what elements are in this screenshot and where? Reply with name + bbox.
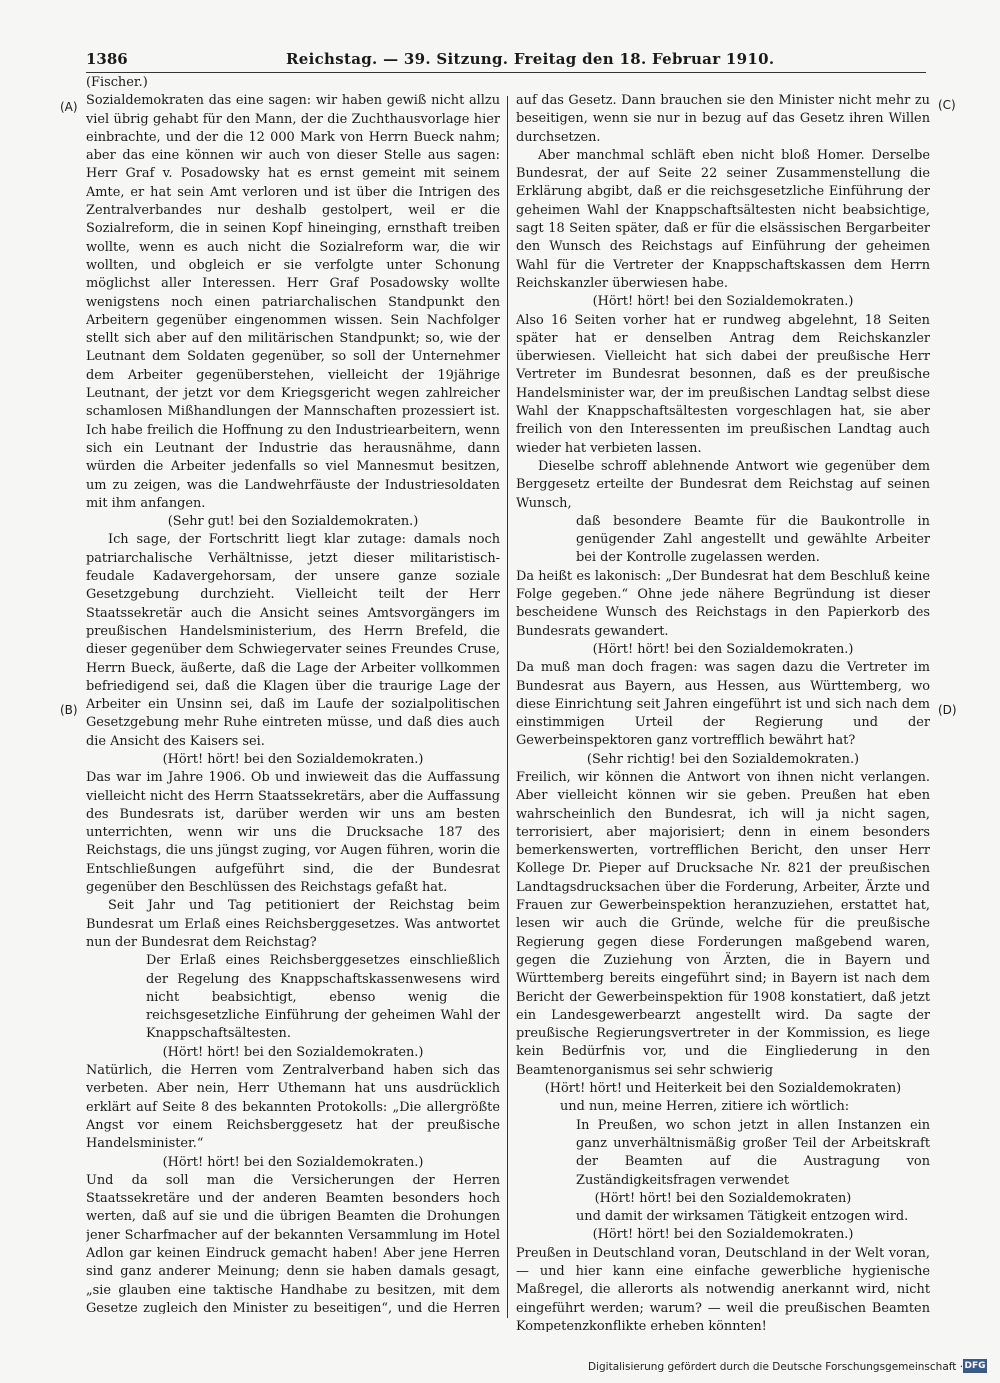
paragraph: Also 16 Seiten vorher hat er rundweg abgelehnt, 18 Seiten später hat er denselben Antrag dem Reichskanzler überwiesen. Vielleicht hat sich dabei der preußische Herr Vertreter im Bundesrat besonnen, daß es der preußische Handelsminister war, der im preußischen Landtag selbst diese Wahl der Knappschaftsältesten vorgeschlagen hat, sie aber freilich von den Interessenten im preußischen Landtag auch wieder hat verbieten lassen. <box>516 312 930 456</box>
dfg-logo: DFG <box>964 1361 986 1371</box>
interjection: (Sehr gut! bei den Sozialdemokraten.) <box>167 514 419 530</box>
paragraph: Freilich, wir können die Antwort von ihnen nicht verlangen. Aber vielleicht können wir sie geben. Preußen hat eben wahrscheinlich den Bundesrat, ich will ja nicht sagen, terrorisiert, aber majorisiert; denn in einem besonders bemerkenswerten, vortrefflichen Bericht, den unser Herr Kollege Dr. Pieper auf Drucksache Nr. 821 der preußischen Landtagsdrucksachen über die Forderung, Arbeiter, Ärzte und Frauen zur Gewerbeinspektion heranzuziehen, erstattet hat, lesen wir auch die Gründe, welche für die preußische Regierung gegen diese Forderungen maßgebend waren, gegen die Zuziehung von Ärzten, die in Bayern und Württemberg bereits eingeführt sind; in Bayern ist nach dem Bericht der Gewerbeinspektion für 1908 konstatiert, daß jetzt ein Landesgewerbearzt angestellt wird. Da sagte der preußische Regierungsvertreter in der Kommission, es liege kein Bedürfnis vor, und die Eingliederung in den Beamtenorganismus sei sehr schwierig <box>516 769 930 1078</box>
quotation: und damit der wirksamen Tätigkeit entzogen wird. <box>576 1209 909 1225</box>
paragraph: Das war im Jahre 1906. Ob und inwieweit das die Auffassung vielleicht nicht des Herrn Staatssekretärs, aber die Auffassung des Bundesrats ist, darüber werden wir uns am besten unterrichten, wenn wir uns die Drucksache 187 des Reichstags, die uns jüngst zuging, vor Augen führen, worin die Entschließungen aufgeführt sind, die der Bundesrat gegenüber den Beschlüssen des Reichstags gefaßt hat. <box>86 770 500 896</box>
margin-marker-a: (A) <box>60 100 78 114</box>
quotation: und nun, meine Herren, zitiere ich wörtlich: <box>560 1099 850 1115</box>
interjection: (Hört! hört! bei den Sozialdemokraten.) <box>162 751 424 767</box>
margin-marker-c: (C) <box>938 98 956 112</box>
paragraph: Dieselbe schroff ablehnende Antwort wie gegenüber dem Berggesetz erteilte der Bundesrat dem Reichstag auf seinen Wunsch, <box>516 458 930 511</box>
paragraph: Seit Jahr und Tag petitioniert der Reichstag beim Bundesrat um Erlaß eines Reichsberggesetzes. Was antwortet nun der Bundesrat dem Reichstag? <box>86 898 500 950</box>
interjection: (Hört! hört! bei den Sozialdemokraten.) <box>592 641 854 657</box>
column-rule <box>507 96 508 1318</box>
interjection: (Hört! hört! bei den Sozialdemokraten.) <box>592 294 854 310</box>
interjection: (Hört! hört! bei den Sozialdemokraten.) <box>162 1154 424 1170</box>
interjection: (Hört! hört! bei den Sozialdemokraten.) <box>162 1044 424 1060</box>
interjection: (Hört! hört! und Heiterkeit bei den Sozialdemokraten) <box>544 1081 902 1097</box>
interjection: (Hört! hört! bei den Sozialdemokraten) <box>594 1190 852 1206</box>
margin-marker-b: (B) <box>60 703 78 717</box>
paragraph: Natürlich, die Herren vom Zentralverband haben sich das verbeten. Aber nein, Herr Uthemann hat uns ausdrücklich erklärt auf Seite 8 des bekannten Protokolls: „Die allergrößte Angst vor einem Reichsberggesetz hat der preußische Handelsminister.“ <box>86 1063 500 1152</box>
paragraph: auf das Gesetz. Dann brauchen sie den Minister nicht mehr zu beseitigen, wenn sie nur in bezug auf das Gesetz ihren Willen durchsetzen. <box>516 93 930 145</box>
header-rule <box>86 72 926 73</box>
footer-credit: Digitalisierung gefördert durch die Deutsche Forschungsgemeinschaft · <box>588 1361 964 1373</box>
paragraph: Und da soll man die Versicherungen der Herren Staatssekretäre und der anderen Beamten besonders hoch werten, daß auf sie und die übrigen Beamten die Drohungen jener Scharfmacher auf der bekannten Versammlung im Hotel Adlon gar keinen Eindruck gemacht haben! Aber jene Herren sind ganz anderer Meinung; denn sie haben damals gesagt, „sie glauben eine taktische Handhabe zu besitzen, mit dem Gesetze zugleich den Minister zu beseitigen“, und die Herren <box>86 1172 500 1314</box>
page-number: 1386 <box>86 50 128 68</box>
left-column <box>86 74 500 1314</box>
paragraph: Sozialdemokraten das eine sagen: wir haben gewiß nicht allzu viel übrig gehabt für den Mann, der die Zuchthausvorlage hier einbrachte, und der die 12 000 Mark von Herrn Bueck nahm; aber das eine können wir auch von dieser Stelle aus sagen: Herr Graf v. Posadowsky hat es ernst gemeint mit seinem Amte, er hat sein Amt verloren und ist über die Intrigen des Zentralverbandes nur deshalb gestolpert, weil er die Sozialreform, die in seinen Kopf hineinging, ernsthaft treiben wollte, wenn es auch nicht die Sozialreform war, die wir wollten, und obgleich er sie verfolgte unter Schonung möglichst aller Interessen. Herr Graf Posadowsky wollte wenigstens noch einen patriarchalischen Standpunkt den Arbeitern gegenüber eingenommen wissen. Sein Nachfolger stellt sich aber auf den militärischen Standpunkt; so, wie der Leutnant dem Soldaten gegenüber, so soll der Unternehmer dem Arbeiter gegenüberstehen, vielleicht der 19jährige Leutnant, der jetzt vor dem Kriegsgericht wegen zahlreicher schamlosen Mißhandlungen der Mannschaften prozessiert ist. Ich habe freilich die Hoffnung zu den Industriearbeitern, wenn sich ein Leutnant der Industrie das herausnähme, dann würden die Arbeiter jedenfalls so viel Mannesmut besitzen, um zu zeigen, was die Landwehrfäuste der Industriesoldaten mit ihm anfangen. <box>86 93 500 511</box>
paragraph: Da muß man doch fragen: was sagen dazu die Vertreter im Bundesrat aus Bayern, aus Hessen, aus Württemberg, wo diese Einrichtung seit Jahren eingeführt ist und sich nach dem einstimmigen Urteil der Regierung und der Gewerbeinspektoren ganz vortrefflich bewährt hat? <box>516 660 930 749</box>
interjection: (Hört! hört! bei den Sozialdemokraten.) <box>592 1227 854 1243</box>
quotation: In Preußen, wo schon jetzt in allen Instanzen ein ganz unverhältnismäßig großer Teil der Arbeitskraft der Beamten auf die Austragung von Zuständigkeitsfragen verwendet <box>576 1117 930 1188</box>
interjection: (Sehr richtig! bei den Sozialdemokraten.) <box>586 751 860 767</box>
paragraph: Ich sage, der Fortschritt liegt klar zutage: damals noch patriarchalische Verhältnisse, jetzt dieser militaristisch-feudale Kadavergehorsam, der unsere ganze soziale Gesetzgebung durchzieht. Vielleicht teilt der Herr Staatssekretär auch die Ansicht seines Amtsvorgängers im preußischen Handelsministerium, des Herrn Brefeld, die dieser gegenüber dem Schwiegervater seines Freundes Cruse, Herrn Bueck, äußerte, daß die Lage der Arbeiter vollkommen befriedigend sei, daß die Klagen über die traurige Lage der Arbeiter ein Unsinn sei, daß im Laufe der sozialpolitischen Gesetzgebung mehr Ruhe eintreten müsse, und daß dies auch die Ansicht des Kaisers sei. <box>86 532 500 749</box>
page-header <box>86 50 926 72</box>
margin-marker-d: (D) <box>938 703 957 717</box>
paragraph: Da heißt es lakonisch: „Der Bundesrat hat dem Beschluß keine Folge gegeben.“ Ohne jede nähere Begründung ist dieser bescheidene Wunsch des Reichstags in den Papierkorb des Bundesrats gewandert. <box>516 568 930 639</box>
speaker-name: (Fischer.) <box>86 75 148 90</box>
paragraph: Aber manchmal schläft eben nicht bloß Homer. Derselbe Bundesrat, der auf Seite 22 seiner Zusammenstellung die Erklärung abgibt, daß er die reichsgesetzliche Einführung der geheimen Wahl der Knappschaftsältesten nicht beabsichtige, sagt 18 Seiten später, daß er für die elsässischen Bergarbeiter den Wunsch des Reichstags auf Einführung der geheimen Wahl für die Vertreter der Knappschaftskassen dem Herrn Reichskanzler überwiesen habe. <box>516 147 930 291</box>
running-title: Reichstag. — 39. Sitzung. Freitag den 18. Februar 1910. <box>286 50 775 68</box>
quotation: Der Erlaß eines Reichsberggesetzes einschließlich der Regelung des Knappschaftskassenwesens wird nicht beabsichtigt, ebenso wenig die reichsgesetzliche Einführung der geheimen Wahl der Knappschaftsältesten. <box>146 953 500 1042</box>
quotation: daß besondere Beamte für die Baukontrolle in genügender Zahl angestellt und gewählte Arbeiter bei der Kontrolle zugelassen werden. <box>576 513 930 566</box>
paragraph: Preußen in Deutschland voran, Deutschland in der Welt voran, — und hier kann eine einfache gewerbliche hygienische Maßregel, die allerorts als notwendig anerkannt wird, nicht eingeführt werden; warum? — weil die preußischen Beamten Kompetenzkonflikte erheben könnten! <box>516 1245 930 1332</box>
right-column <box>516 92 930 1332</box>
